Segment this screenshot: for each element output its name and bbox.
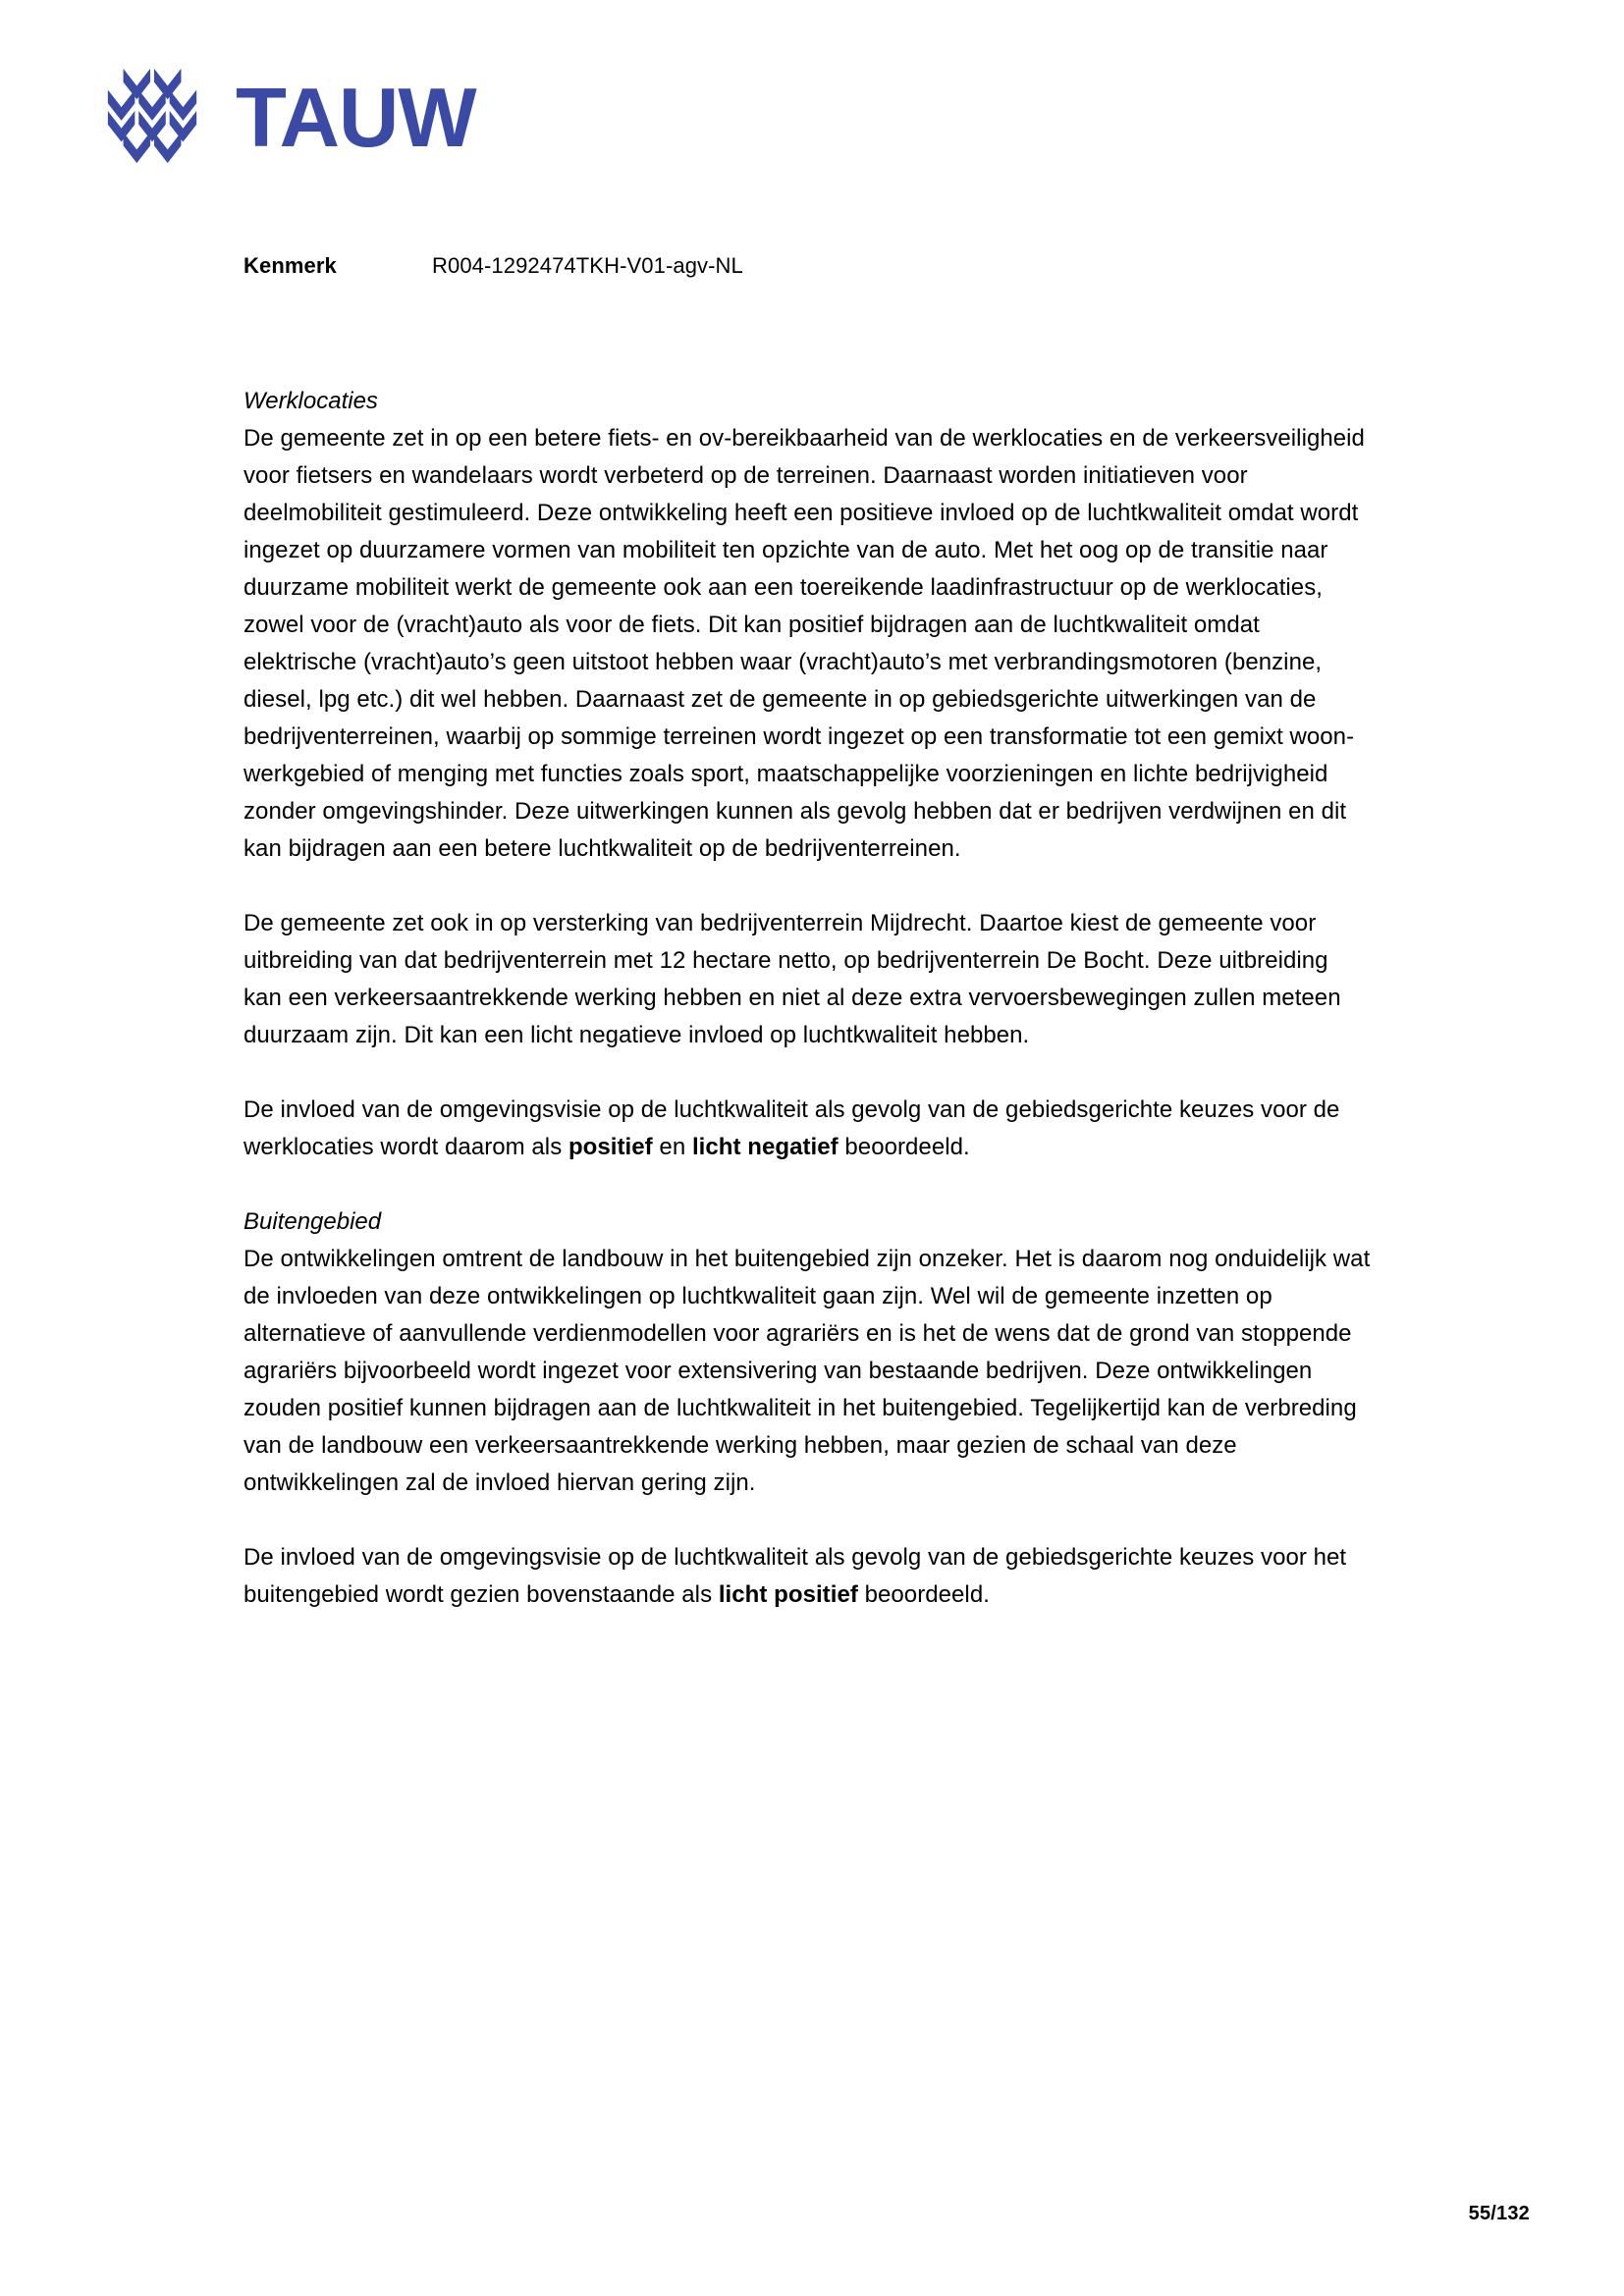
conclusion-tail: beoordeeld. [838, 1134, 970, 1160]
page-number: 55/132 [1468, 2203, 1530, 2224]
conclusion-emphasis-licht-positief: licht positief [718, 1581, 858, 1608]
conclusion-lead: De invloed van de omgevingsvisie op de luchtkwaliteit als gevolg van de gebiedsgerichte keuzes voor de werklocaties wordt daarom als [244, 1096, 1340, 1160]
kenmerk-row [244, 253, 743, 279]
conclusion-emphasis-positief: positief [568, 1134, 653, 1160]
conclusion-tail-2: beoordeeld. [857, 1581, 990, 1608]
paragraph-werklocaties-1: De gemeente zet in op een betere fiets- en ov-bereikbaarheid van de werklocaties en de verkeersveiligheid voor fietsers en wandelaars wordt verbeterd op de terreinen. Daarnaast worden initiatieven voor deelmobiliteit gestimuleerd. Deze ontwikkeling heeft een positieve invloed op de luchtkwaliteit omdat wordt ingezet op duurzamere vormen van mobiliteit ten opzichte van de auto. Met het oog op de transitie naar duurzame mobiliteit werkt de gemeente ook aan een toereikende laadinfrastructuur op de werklocaties, zowel voor de (vracht)auto als voor de fiets. Dit kan positief bijdragen aan de luchtkwaliteit omdat elektrische (vracht)auto’s geen uitstoot hebben waar (vracht)auto’s met verbrandingsmotoren (benzine, diesel, lpg etc.) dit wel hebben. Daarnaast zet de gemeente in op gebiedsgerichte uitwerkingen van de bedrijventerreinen, waarbij op sommige terreinen wordt ingezet op een transformatie tot een gemixt woon-werkgebied of menging met functies zoals sport, maatschappelijke voorzieningen en lichte bedrijvigheid zonder omgevingshinder. Deze uitwerkingen kunnen als gevolg hebben dat er bedrijven verdwijnen en dit kan bijdragen aan een betere luchtkwaliteit op de bedrijventerreinen. [244, 425, 1365, 862]
tauw-logo [94, 61, 476, 167]
conclusion-werklocaties [244, 1092, 1373, 1166]
conclusion-middle: en [652, 1134, 692, 1160]
section-title-buitengebied: Buitengebied [244, 1208, 382, 1235]
paragraph-werklocaties-2: De gemeente zet ook in op versterking van bedrijventerrein Mijdrecht. Daartoe kiest de gemeente voor uitbreiding van dat bedrijventerrein met 12 hectare netto, op bedrijventerrein De Bocht. Deze uitbreiding kan een verkeersaantrekkende werking hebben en niet al deze extra vervoersbewegingen zullen meteen duurzaam zijn. Dit kan een licht negatieve invloed op luchtkwaliteit hebben. [244, 910, 1341, 1048]
paragraph-buitengebied-1: De ontwikkelingen omtrent de landbouw in het buitengebied zijn onzeker. Het is daarom nog onduidelijk wat de invloeden van deze ontwikkelingen op luchtkwaliteit gaan zijn. Wel wil de gemeente inzetten op alternatieve of aanvullende verdienmodellen voor agrariërs en is het de wens dat de grond van stoppende agrariërs bijvoorbeeld wordt ingezet voor extensivering van bestaande bedrijven. Deze ontwikkelingen zouden positief kunnen bijdragen aan de luchtkwaliteit in het buitengebied. Tegelijkertijd kan de verbreding van de landbouw een verkeersaantrekkende werking hebben, maar gezien de schaal van deze ontwikkelingen zal de invloed hiervan gering zijn. [244, 1246, 1371, 1496]
tauw-lattice-chevron-logo-icon [94, 61, 210, 167]
conclusion-buitengebied [244, 1539, 1373, 1614]
tauw-wordmark: TAUW [236, 71, 476, 165]
section-title-werklocaties: Werklocaties [244, 388, 378, 414]
kenmerk-label: Kenmerk [244, 253, 337, 278]
conclusion-lead-2: De invloed van de omgevingsvisie op de luchtkwaliteit als gevolg van de gebiedsgerichte keuzes voor het buitengebied wordt gezien bovenstaande als [244, 1544, 1347, 1608]
document-body [244, 383, 1373, 1614]
conclusion-emphasis-licht-negatief: licht negatief [691, 1134, 839, 1160]
kenmerk-value: R004-1292474TKH-V01-agv-NL [432, 253, 743, 278]
